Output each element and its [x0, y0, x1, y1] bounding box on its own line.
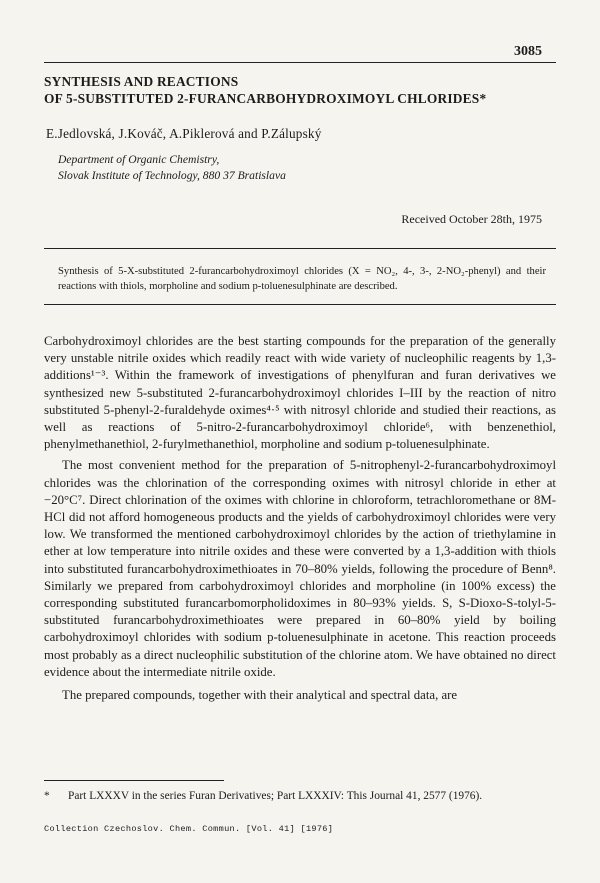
abstract-top-rule: [44, 248, 556, 249]
footnote: [44, 790, 558, 802]
article-body: [44, 333, 556, 704]
title-line-2: OF 5-SUBSTITUTED 2-FURANCARBOHYDROXIMOYL CHLORIDES*: [44, 91, 487, 106]
title-line-1: SYNTHESIS AND REACTIONS: [44, 74, 239, 89]
paragraph-2: The most convenient method for the preparation of 5-nitrophenyl-2-furancarbohydroximoyl chlorides was the chlorination of the corresponding oximes with nitrosyl chloride in ether at −20°C⁷. Direct chlorination of the oximes with chlorine in chloroform, tetrachloromethane or 8M-HCl did not afford homogeneous products and the yields of carbohydroximoyl chlorides were very low. We transformed the mentioned carbohydroximoyl chlorides by the action of triethylamine in ether at low temperature into nitrile oxides and these were converted by a 1,3-addition with thiols into substituted furancarbohydroximethioates in 70–80% yields, following the procedure of Benn⁸. Similarly we prepared from carbohydroximoyl chlorides and morpholine (in 100% excess) the corresponding substituted furancarbomorpholidoximes in 80–93% yields. S, S-Dioxo-S-tolyl-5-substituted furancarbohydroximethioates were prepared in 60–80% yield by boiling carbohydroximoyl chlorides with sodium p-toluenesulphinate in acetone. This reaction proceeds most probably as a direct nucleophilic substitution of the chlorine atom. We have obtained no direct evidence about the intermediate nitrile oxide.: [44, 458, 556, 679]
footnote-rule: [44, 780, 224, 781]
paragraph-3: The prepared compounds, together with their analytical and spectral data, are: [62, 688, 458, 703]
abstract-bottom-rule: [44, 304, 556, 305]
authors: E.Jedlovská, J.Kováč, A.Piklerová and P.Zálupský: [46, 126, 322, 141]
header-rule: [44, 62, 556, 63]
affiliation-line-2: Slovak Institute of Technology, 880 37 Bratislava: [58, 169, 286, 182]
footnote-text: Part LXXXV in the series Furan Derivatives; Part LXXXIV: This Journal 41, 2577 (1976).: [68, 790, 483, 802]
affiliation: [58, 152, 286, 184]
footnote-mark: *: [44, 790, 50, 802]
received-date: Received October 28th, 1975: [401, 212, 542, 226]
page-number: 3085: [514, 44, 542, 59]
article-title: [44, 73, 564, 107]
journal-footer: Collection Czechoslov. Chem. Commun. [Vol. 41] [1976]: [44, 824, 334, 834]
affiliation-line-1: Department of Organic Chemistry,: [58, 153, 220, 166]
abstract: Synthesis of 5-X-substituted 2-furancarbohydroximoyl chlorides (X = NO₂, 4-, 3-, 2-NO₂-phenyl) and their reactions with thiols, morpholine and sodium p-toluenesulphinate are described.: [58, 266, 546, 292]
paragraph-1: Carbohydroximoyl chlorides are the best starting compounds for the preparation of the generally very unstable nitrile oxides which readily react with wide variety of nucleophilic reagents by 1,3-additions¹⁻³. Within the framework of investigations of phenylfuran and furan derivatives we synthesized new 5-substituted 2-furancarbohydroximoyl chlorides I–III by the reaction of nitro substituted 5-phenyl-2-furaldehyde oximes⁴·⁵ with nitrosyl chloride and studied their reactions, as well as reactions of 5-nitro-2-furancarbohydroximoyl chloride⁶, with benzenethiol, phenylmethanethiol, 2-furylmethanethiol, morpholine and sodium p-toluenesulphinate.: [44, 334, 556, 452]
